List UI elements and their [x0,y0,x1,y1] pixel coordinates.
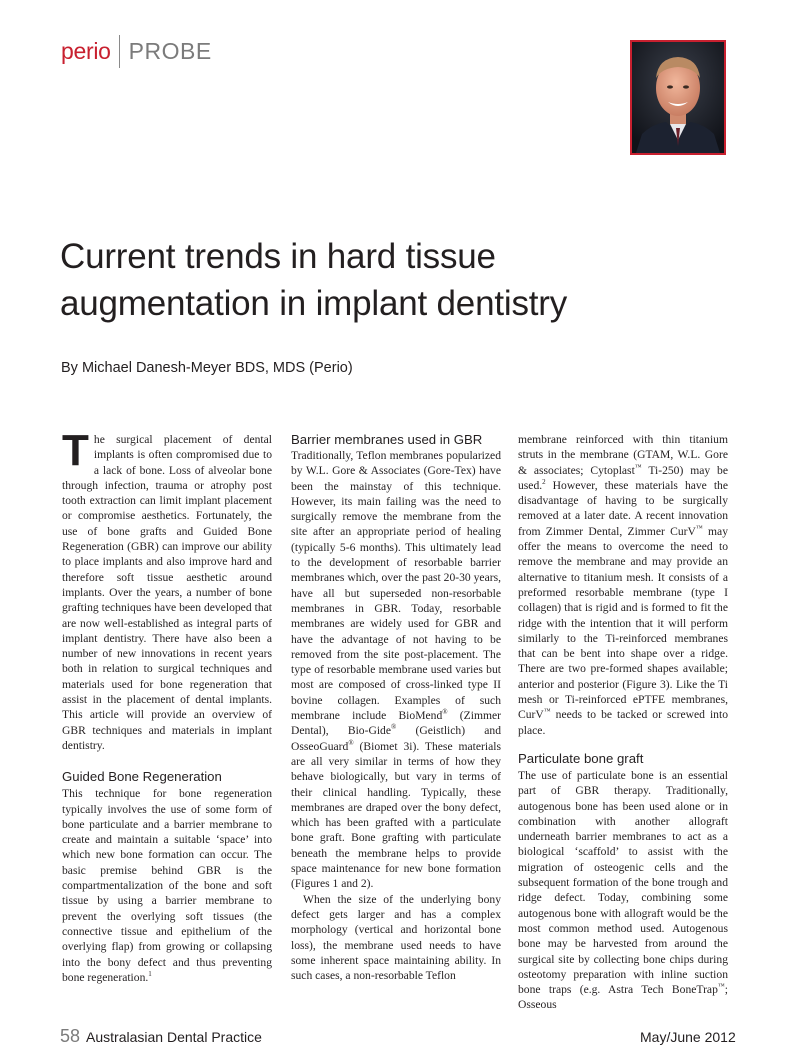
continued-text-c: However, these materials have the disadvantage of having to be surgically removed at a later date. A recent innovation from Zimmer Dental, Zimmer CurV [518,478,728,538]
text-column-1 [62,426,272,985]
intro-text: he surgical placement of dental implants is often compromised due to a lack of bone. Loss of alveolar bone through infection, trauma or atrophy post tooth extraction can limit implant placement or compromise aesthetics. Fortunately, the use of bone grafts and Guided Bone Regeneration (GBR) can improve our ability to place implants and also improve hard and therefore soft tissue aesthetic around implants. Over the years, a number of bone grafting techniques have been developed that are now well-established as integral parts of implant dentistry. There have also been a number of new innovations in recent years both in relation to surgical techniques and materials used for bone regeneration that assist in the placement of dental implants. This article will provide an overview of GBR techniques and materials in implant dentistry. [62,433,272,752]
membranes-paragraph-2: When the size of the underlying bony defect gets larger and has a complex morphology (vertical and horizontal bone loss), the membrane used needs to have some inherent space maintaining ability. In such cases, a non-resorbable Teflon [291,892,501,983]
membranes-paragraph-1 [291,448,501,892]
trademark-mark: ™ [717,982,725,991]
membranes-continued-paragraph [518,432,728,738]
trademark-mark: ™ [634,462,642,471]
continued-text-e: needs to be tacked or screwed into place. [518,708,728,737]
continued-text-b: Ti-250) may be used. [518,463,728,492]
heading-particulate-bone-graft: Particulate bone graft [518,750,644,766]
trademark-mark: ™ [543,707,551,716]
section-header [61,33,212,69]
heading-guided-bone-regeneration: Guided Bone Regeneration [62,769,222,785]
particulate-text-a: The use of particulate bone is an essential part of GBR therapy. Traditionally, autogenous bone has been used alone or in combination with another allograft underneath barrier membranes to act as a biological ‘scaffold’ to assist with the migration of osteogenic cells and the subsequent formation of the bone trough and ridge defect. Today, combining some autogenous bone with allograft would be the most common method used. Autogenous bone may be harvested from around the surgical site by collecting bone chips during osteotomy preparation with inline suction bone traps (e.g. Astra Tech BoneTrap [518,768,728,997]
intro-paragraph [62,426,272,753]
membranes-text-b: (Zimmer Dental), Bio-Gide [291,709,502,738]
registered-mark: ® [348,738,354,747]
continued-text-d: may offer the means to overcome the need to remove the membrane and may provide an alternative to titanium mesh. It consists of a preformed resorbable membrane (type I collagen) that is rigid and is formed to fit the ridge with the intention that it will perform similarly to the Ti-reinforced membranes that can be bent into shape over a ridge. There are two pre-formed shapes available; anterior and posterior (Figure 3). Like the Ti mesh or Ti-reinforced ePTFE membranes, CurV [518,524,728,722]
text-column-2 [291,432,501,983]
membranes-text-d: (Biomet 3i). These materials are all very similar in terms of how they behave biologically, but vary in terms of their clinical handling. Typically, these membranes are draped over the bony defect, which has been grafted with a particulate bone graft. Bone grafting with particulate beneath the membrane helps to provide space maintenance for new bone formation (Figures 1 and 2). [291,739,501,891]
drop-cap: T [62,426,89,475]
subsection-label: PROBE [128,37,212,64]
issue-date: May/June 2012 [640,1029,736,1045]
page-number: 58 [60,1026,81,1046]
article-title-line-1: Current trends in hard tissue [60,237,496,276]
text-column-3 [518,432,728,1013]
registered-mark: ® [442,708,448,717]
continued-text-a: membrane reinforced with thin titanium struts in the membrane (GTAM, W.L. Gore & associates; Cytoplast [518,433,728,477]
membranes-text-a: Traditionally, Teflon membranes popularized by W.L. Gore & Associates (Gore-Tex) have been the mainstay of this technique. However, its main failing was the need to surgically remove the membrane from the site after an appropriate period of healing (typically 5-6 months). This ultimately lead to the development of resorbable barrier membranes which, over the past 20-30 years, have all but superseded non-resorbable membranes in GBR. Today, resorbable membranes are widely used for GBR and have the advantage of not having to be removed from the site post-placement. The type of resorbable membrane used varies but most are composed of cross-linked type II bovine collagen. Examples of such membrane include BioMend [291,449,501,723]
reference-marker: 2 [542,478,546,487]
registered-mark: ® [391,723,397,732]
article-title [60,233,700,327]
particulate-paragraph [518,768,728,1013]
author-photo [630,40,726,155]
gbr-paragraph [62,786,272,985]
author-portrait-image [632,42,724,153]
section-label: perio [61,37,111,64]
article-title-line-2: augmentation in implant dentistry [60,284,568,323]
page-footer [60,1026,262,1047]
gbr-text: This technique for bone regeneration typically involves the use of some form of bone particulate and a barrier membrane to create and maintain a suitable ‘space’ into which new bone formation can occur. The basic premise behind GBR is the compartmentalization of the bone and soft tissue by using a barrier membrane to prevent the overlying soft tissues (the connective tissue and epithelium of the overlying flap) from growing or collapsing into the bony defect and thus preventing bone regeneration. [62,787,272,984]
header-divider [119,35,120,68]
journal-name: Australasian Dental Practice [86,1029,262,1045]
membranes-text-c: (Geistlich) and OsseoGuard [291,724,501,753]
article-byline: By Michael Danesh-Meyer BDS, MDS (Perio) [61,360,353,376]
trademark-mark: ™ [695,523,703,532]
heading-barrier-membranes: Barrier membranes used in GBR [291,432,483,447]
particulate-text-b: ; Osseous [518,983,728,1012]
reference-marker: 1 [148,969,152,978]
